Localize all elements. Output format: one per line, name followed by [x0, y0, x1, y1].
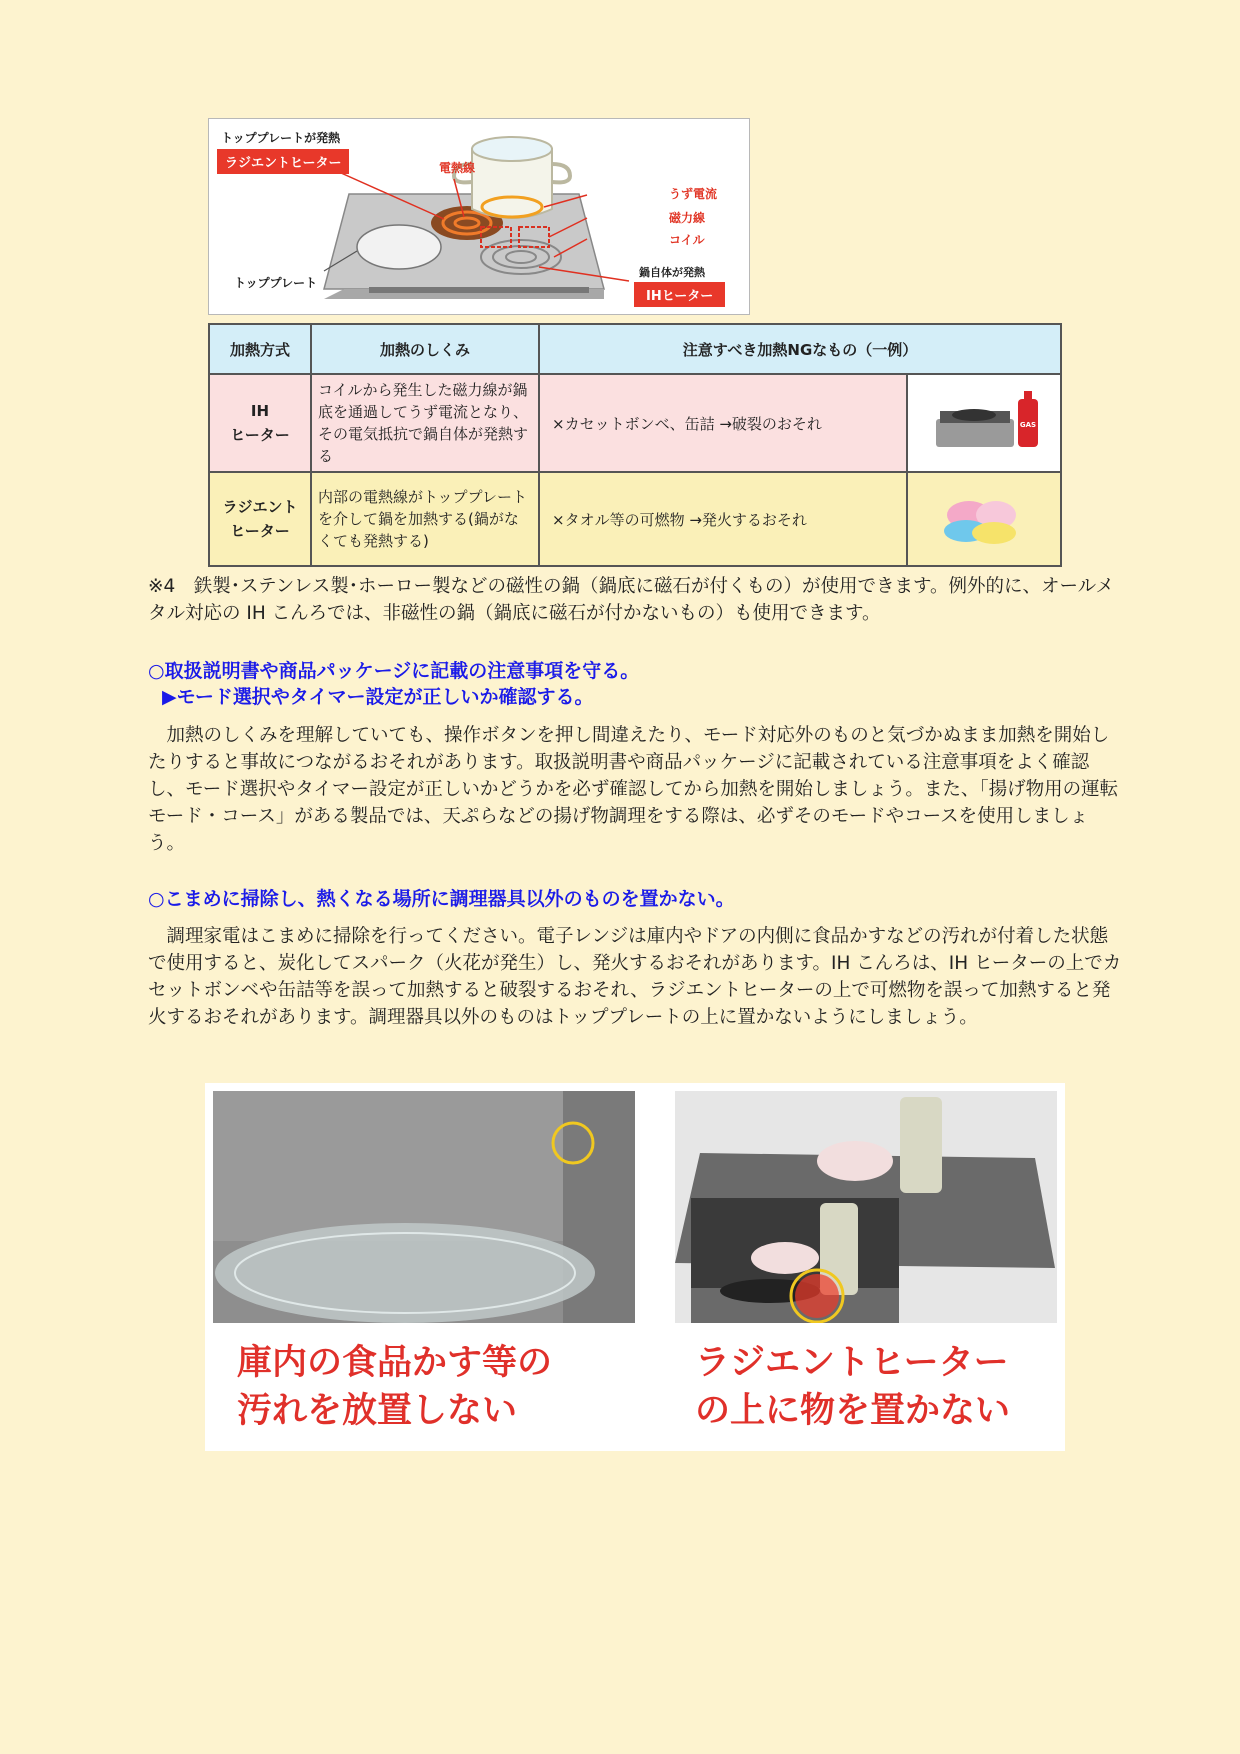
table-header-row [209, 324, 1061, 374]
method-line2: ヒーター [230, 522, 290, 540]
photo-illustrations [205, 1083, 1065, 1323]
gas-can-text: GAS [1019, 421, 1037, 429]
method-cell [209, 472, 311, 566]
method-cell [209, 374, 311, 472]
radiant-heater-tag: ラジエントヒーター [217, 149, 349, 174]
top-plate-label: トッププレート [234, 276, 318, 290]
right-caption-line1: ラジエントヒーター [695, 1343, 1009, 1383]
note-4: ※4 鉄製･ステンレス製･ホーロー製などの磁性の鍋（鍋底に磁石が付くもの）が使用できます。例外的に、オールメタル対応の IH こんろでは、非磁性の鍋（鍋底に磁石が付かないもの）も使用できます。 [148, 576, 1115, 624]
header-ng: 注意すべき加熱NGなもの（一例） [539, 324, 1061, 374]
ih-heater-tag: IHヒーター [634, 282, 725, 307]
stove-diagram [208, 118, 750, 315]
towel-image-cell [907, 472, 1061, 566]
left-caption-line2: 汚れを放置しない [237, 1391, 518, 1431]
right-caption-line2: の上に物を置かない [695, 1391, 1011, 1431]
section2-body: 調理家電はこまめに掃除を行ってください。電子レンジは庫内やドアの内側に食品かすなどの汚れが付着した状態で使用すると、炭化してスパーク（火花が発生）し、発火するおそれがあります。IH こんろは、IH ヒーターの上でカセットボンベや缶詰等を誤って加熱すると破裂するおそれ、ラジエントヒーターの上で可燃物を誤って加熱すると発火するおそれがあります。調理器具以外のものはトッププレートの上に置かないようにしましょう。 [148, 926, 1122, 1028]
ng-cell: ×カセットボンベ、缶詰 →破裂のおそれ [539, 374, 907, 472]
method-line1: IH [250, 402, 270, 420]
header-mechanism: 加熱のしくみ [311, 324, 539, 374]
radiant-heat-label: トッププレートが発熱 [221, 131, 341, 145]
mechanism-cell: 内部の電熱線がトッププレートを介して鍋を加熱する(鍋がなくても発熱する) [311, 472, 539, 566]
heating-method-table [208, 323, 1062, 567]
method-line2: ヒーター [230, 426, 290, 444]
section1-body: 加熱のしくみを理解していても、操作ボタンを押し間違えたり、モード対応外のものと気づかぬまま加熱を開始したりすると事故につながるおそれがあります。取扱説明書や商品パッケージに記載されている注意事項をよく確認し、モード選択やタイマー設定が正しいかどうかを必ず確認してから加熱を開始しましょう。また、「揚げ物用の運転モード・コース」がある製品では、天ぷらなどの揚げ物調理をする際は、必ずそのモードやコースを使用しましょう。 [148, 725, 1119, 854]
gas-stove-image-cell [907, 374, 1061, 472]
heating-wire-label: 電熱線 [439, 161, 476, 175]
mechanism-cell: コイルから発生した磁力線が鍋底を通過してうず電流となり、その電気抵抗で鍋自体が発熱する [311, 374, 539, 472]
method-line1: ラジエント [222, 498, 298, 516]
towels-image [914, 477, 1054, 557]
left-caption-line1: 庫内の食品かす等の [237, 1343, 553, 1383]
magnetic-line-label: 磁力線 [669, 211, 706, 225]
section1-subheading: ▶モード選択やタイマー設定が正しいか確認する。 [162, 686, 594, 708]
table-row [209, 374, 1061, 472]
header-method: 加熱方式 [209, 324, 311, 374]
ng-cell: ×タオル等の可燃物 →発火するおそれ [539, 472, 907, 566]
portable-gas-stove-image [914, 381, 1054, 461]
coil-label: コイル [669, 233, 705, 247]
table-row [209, 472, 1061, 566]
eddy-current-label: うず電流 [669, 187, 718, 201]
pot-heat-label: 鍋自体が発熱 [639, 266, 705, 279]
section2-heading: ○こまめに掃除し、熱くなる場所に調理器具以外のものを置かない。 [148, 888, 735, 910]
photo-panel [205, 1083, 1065, 1451]
section1-heading: ○取扱説明書や商品パッケージに記載の注意事項を守る。 [148, 660, 640, 682]
